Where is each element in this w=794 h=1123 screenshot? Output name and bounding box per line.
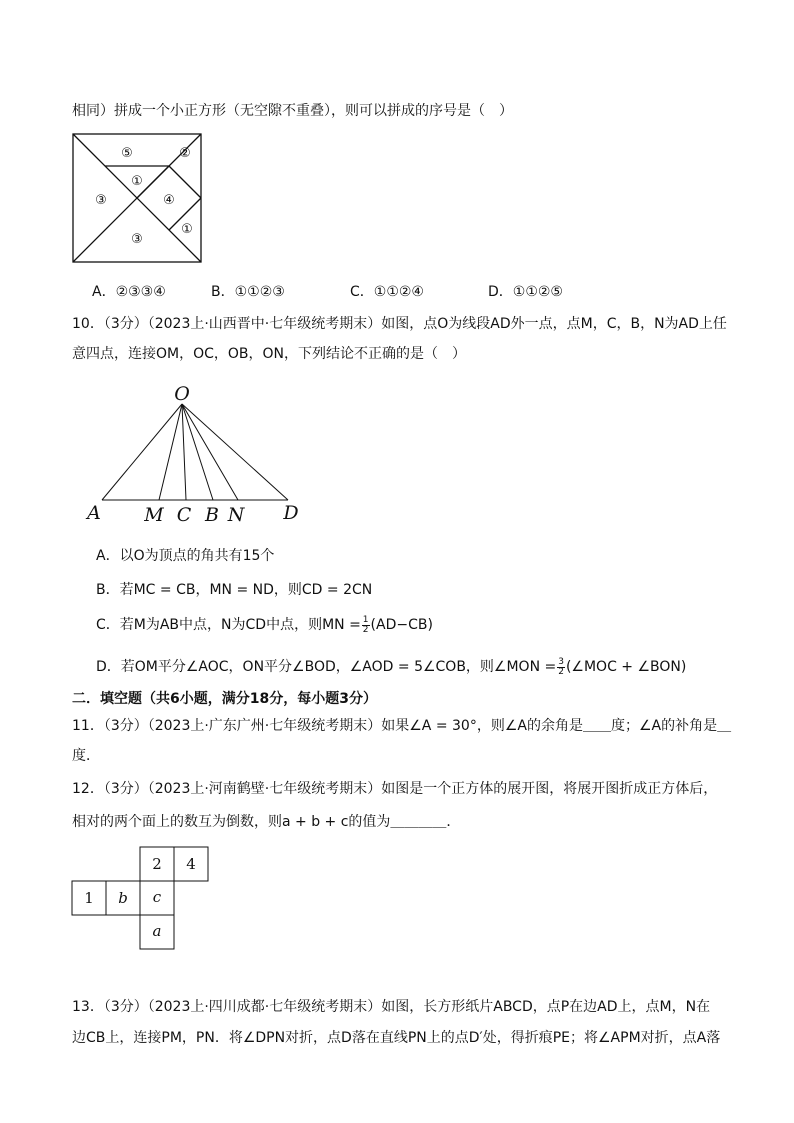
net-cell-1: 1 [84,889,94,907]
net-cell-2: 2 [152,855,162,873]
fraction: $\frac{3}{2}$ [558,656,564,677]
q10-option-d-pre: D．若OM平分∠AOC，ON平分∠BOD，∠AOD = 5∠COB，则∠MON = [96,659,557,675]
label-c: C [176,504,192,526]
q10-option-a[interactable]: A．以O为顶点的角共有15个 [96,548,275,564]
tangram-label-2: ② [179,146,191,161]
label-b: B [205,504,219,526]
q11-line1: 11．（3分）（2023上·广东广州·七年级统考期末）如果∠A = 30°，则∠A的余角是＿＿度；∠A的补角是＿ [72,718,732,734]
cube-net-figure [72,846,212,950]
tangram-label-3a: ③ [95,193,107,208]
q10-line1: 10．（3分）（2023上·山西晋中·七年级统考期末）如图，点O为线段AD外一点，点M，C，B，N为AD上任 [72,316,727,332]
tangram-label-1a: ① [131,174,143,189]
q9-option-d[interactable]: D．①①②⑤ [488,284,563,300]
section-heading: 二．填空题（共6小题，满分18分，每小题3分） [72,691,377,707]
q12-line2: 相对的两个面上的数互为倒数，则a + b + c的值为＿＿＿＿． [72,814,461,830]
q13-line2: 边CB上，连接PM，PN．将∠DPN对折，点D落在直线PN上的点D′处，得折痕PE；将∠APM对折，点A落 [72,1030,721,1046]
q10-option-b[interactable]: B．若MC = CB，MN = ND，则CD = 2CN [96,582,373,598]
q10-option-d-post: (∠MOC + ∠BON) [565,659,687,675]
tangram-label-3b: ③ [131,232,143,247]
net-cell-4: 4 [186,855,196,873]
tangram-label-4: ④ [163,193,175,208]
tangram-figure [73,134,203,264]
label-n: N [227,504,245,526]
q10-option-c-pre: C．若M为AB中点，N为CD中点，则MN = [96,617,361,633]
q10-figure [85,382,315,532]
q10-option-c[interactable] [96,615,433,635]
q11-line2: 度． [72,748,100,764]
label-m: M [144,504,164,526]
q12-line1: 12．（3分）（2023上·河南鹤壁·七年级统考期末）如图是一个正方体的展开图，将展开图折成正方体后， [72,781,718,797]
net-cell-a: a [152,922,162,940]
tangram-label-1b: ① [181,222,193,237]
tangram-label-5: ⑤ [121,146,133,161]
q10-option-c-post: (AD−CB) [370,617,433,633]
label-o: O [174,383,190,405]
label-a: A [87,502,101,524]
fraction: $\frac{1}{2}$ [362,614,369,635]
net-cell-b: b [118,889,128,907]
net-cell-c: c [152,888,162,906]
q9-option-a[interactable]: A．②③③④ [92,284,166,300]
q10-line2: 意四点，连接OM，OC，OB，ON，下列结论不正确的是（ ） [72,346,467,362]
q9-tail-text: 相同）拼成一个小正方形（无空隙不重叠），则可以拼成的序号是（ ） [72,103,513,119]
label-d: D [283,502,299,524]
q13-line1: 13．（3分）（2023上·四川成都·七年级统考期末）如图，长方形纸片ABCD，点P在边AD上，点M，N在 [72,999,711,1015]
q9-option-b[interactable]: B．①①②③ [211,284,285,300]
q9-option-c[interactable]: C．①①②④ [350,284,424,300]
q10-option-d[interactable] [96,657,686,677]
